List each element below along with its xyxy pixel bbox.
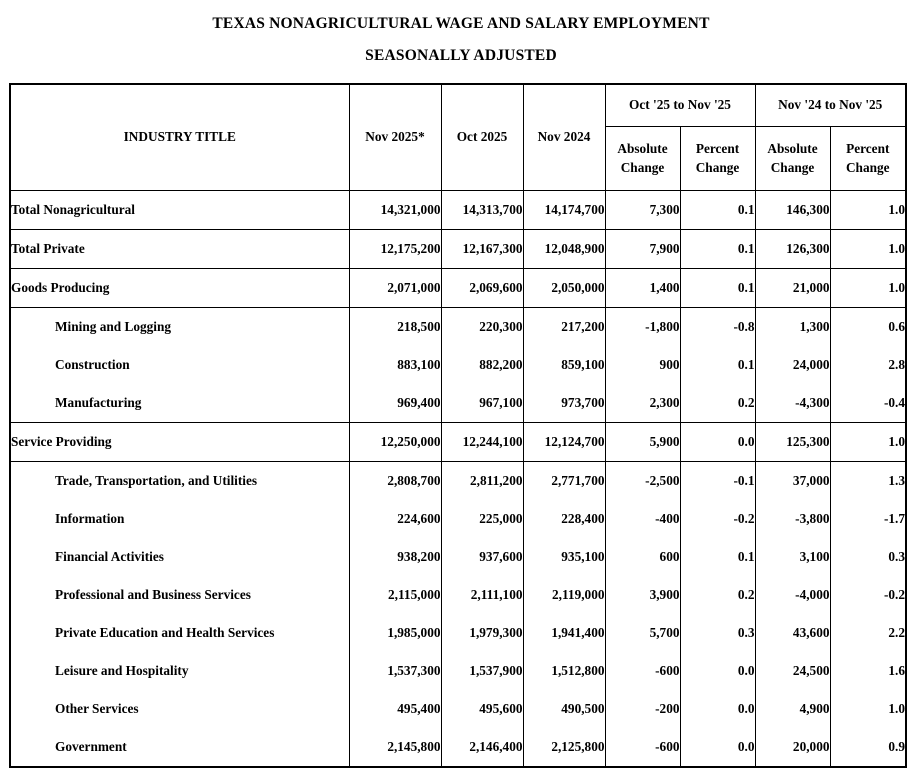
cell-yoy-absolute-change: 3,100	[755, 538, 830, 576]
table-header	[10, 84, 906, 191]
header-mom-absolute-change-line2: Change	[620, 160, 665, 176]
cell-mom-percent-change: 0.1	[680, 346, 755, 384]
header-nov-2024: Nov 2024	[523, 84, 605, 191]
cell-mom-percent-change: 0.3	[680, 614, 755, 652]
header-nov-2025: Nov 2025*	[349, 84, 441, 191]
cell-mom-absolute-change: 900	[605, 346, 680, 384]
row-label: Service Providing	[10, 422, 349, 461]
cell-mom-percent-change: 0.1	[680, 268, 755, 307]
table-row	[10, 307, 906, 346]
cell-nov-2024: 2,119,000	[523, 576, 605, 614]
header-mom-percent-change-line2: Change	[695, 160, 740, 176]
cell-nov-2024: 973,700	[523, 384, 605, 423]
table-row	[10, 538, 906, 576]
row-label: Private Education and Health Services	[10, 614, 349, 652]
row-label: Professional and Business Services	[10, 576, 349, 614]
document-titles	[0, 0, 922, 66]
cell-yoy-absolute-change: 146,300	[755, 190, 830, 229]
header-yoy-absolute-change-line2: Change	[770, 160, 815, 176]
cell-mom-absolute-change: 5,700	[605, 614, 680, 652]
header-yoy-percent-change-line2: Change	[845, 160, 890, 176]
cell-mom-percent-change: -0.8	[680, 307, 755, 346]
table-row	[10, 614, 906, 652]
cell-yoy-absolute-change: 43,600	[755, 614, 830, 652]
cell-nov-2025: 938,200	[349, 538, 441, 576]
row-label: Information	[10, 500, 349, 538]
cell-nov-2024: 14,174,700	[523, 190, 605, 229]
header-group-year-over-year: Nov '24 to Nov '25	[755, 84, 906, 127]
table-row	[10, 652, 906, 690]
cell-yoy-percent-change: 1.6	[830, 652, 906, 690]
row-label: Trade, Transportation, and Utilities	[10, 461, 349, 500]
cell-nov-2025: 2,145,800	[349, 728, 441, 767]
row-label: Leisure and Hospitality	[10, 652, 349, 690]
cell-nov-2025: 1,985,000	[349, 614, 441, 652]
cell-mom-percent-change: 0.0	[680, 652, 755, 690]
cell-yoy-absolute-change: -4,000	[755, 576, 830, 614]
cell-mom-absolute-change: 1,400	[605, 268, 680, 307]
cell-oct-2025: 2,811,200	[441, 461, 523, 500]
cell-mom-absolute-change: 600	[605, 538, 680, 576]
table-row	[10, 500, 906, 538]
cell-nov-2024: 490,500	[523, 690, 605, 728]
cell-yoy-percent-change: -0.2	[830, 576, 906, 614]
row-label: Financial Activities	[10, 538, 349, 576]
cell-nov-2024: 217,200	[523, 307, 605, 346]
cell-mom-absolute-change: 3,900	[605, 576, 680, 614]
cell-yoy-percent-change: -1.7	[830, 500, 906, 538]
cell-mom-percent-change: 0.0	[680, 422, 755, 461]
cell-oct-2025: 2,111,100	[441, 576, 523, 614]
cell-oct-2025: 12,167,300	[441, 229, 523, 268]
row-label: Goods Producing	[10, 268, 349, 307]
table-row	[10, 268, 906, 307]
cell-oct-2025: 882,200	[441, 346, 523, 384]
row-label: Total Nonagricultural	[10, 190, 349, 229]
header-mom-absolute-change-line1: Absolute	[617, 140, 668, 156]
cell-yoy-percent-change: 1.0	[830, 422, 906, 461]
table-row	[10, 461, 906, 500]
cell-nov-2025: 2,071,000	[349, 268, 441, 307]
cell-mom-percent-change: 0.2	[680, 384, 755, 423]
cell-oct-2025: 14,313,700	[441, 190, 523, 229]
cell-mom-absolute-change: -400	[605, 500, 680, 538]
cell-yoy-percent-change: 2.8	[830, 346, 906, 384]
row-label: Other Services	[10, 690, 349, 728]
cell-nov-2024: 2,771,700	[523, 461, 605, 500]
cell-yoy-absolute-change: 21,000	[755, 268, 830, 307]
cell-mom-percent-change: -0.1	[680, 461, 755, 500]
header-yoy-absolute-change	[755, 126, 830, 190]
cell-yoy-percent-change: 0.9	[830, 728, 906, 767]
cell-yoy-absolute-change: 4,900	[755, 690, 830, 728]
table-row	[10, 576, 906, 614]
cell-nov-2025: 12,250,000	[349, 422, 441, 461]
page-title: TEXAS NONAGRICULTURAL WAGE AND SALARY EMPLOYMENT	[212, 15, 710, 32]
cell-yoy-absolute-change: 125,300	[755, 422, 830, 461]
employment-table-container	[9, 83, 905, 768]
cell-mom-absolute-change: 7,900	[605, 229, 680, 268]
cell-yoy-percent-change: 2.2	[830, 614, 906, 652]
cell-oct-2025: 495,600	[441, 690, 523, 728]
row-label: Manufacturing	[10, 384, 349, 423]
table-row	[10, 422, 906, 461]
cell-nov-2024: 935,100	[523, 538, 605, 576]
cell-oct-2025: 1,979,300	[441, 614, 523, 652]
header-yoy-percent-change	[830, 126, 906, 190]
cell-nov-2025: 883,100	[349, 346, 441, 384]
row-label: Construction	[10, 346, 349, 384]
row-label: Mining and Logging	[10, 307, 349, 346]
employment-table	[9, 83, 907, 768]
cell-nov-2024: 859,100	[523, 346, 605, 384]
cell-mom-percent-change: 0.0	[680, 728, 755, 767]
cell-oct-2025: 2,069,600	[441, 268, 523, 307]
cell-nov-2025: 969,400	[349, 384, 441, 423]
cell-oct-2025: 225,000	[441, 500, 523, 538]
cell-nov-2025: 12,175,200	[349, 229, 441, 268]
table-row	[10, 229, 906, 268]
cell-mom-percent-change: 0.1	[680, 229, 755, 268]
cell-mom-absolute-change: 7,300	[605, 190, 680, 229]
cell-mom-absolute-change: -600	[605, 652, 680, 690]
cell-nov-2024: 12,124,700	[523, 422, 605, 461]
cell-oct-2025: 967,100	[441, 384, 523, 423]
header-mom-absolute-change	[605, 126, 680, 190]
cell-oct-2025: 937,600	[441, 538, 523, 576]
header-yoy-percent-change-line1: Percent	[846, 140, 890, 156]
table-row	[10, 690, 906, 728]
cell-yoy-percent-change: 1.0	[830, 229, 906, 268]
cell-yoy-percent-change: 1.0	[830, 690, 906, 728]
table-row	[10, 346, 906, 384]
cell-nov-2025: 2,808,700	[349, 461, 441, 500]
cell-nov-2025: 495,400	[349, 690, 441, 728]
table-row	[10, 190, 906, 229]
cell-nov-2025: 218,500	[349, 307, 441, 346]
cell-nov-2024: 12,048,900	[523, 229, 605, 268]
header-oct-2025: Oct 2025	[441, 84, 523, 191]
cell-oct-2025: 12,244,100	[441, 422, 523, 461]
cell-yoy-absolute-change: 20,000	[755, 728, 830, 767]
cell-oct-2025: 1,537,900	[441, 652, 523, 690]
header-group-month-over-month: Oct '25 to Nov '25	[605, 84, 755, 127]
cell-yoy-absolute-change: 1,300	[755, 307, 830, 346]
cell-mom-absolute-change: -200	[605, 690, 680, 728]
cell-nov-2024: 2,125,800	[523, 728, 605, 767]
cell-mom-absolute-change: -1,800	[605, 307, 680, 346]
cell-yoy-percent-change: 1.0	[830, 268, 906, 307]
table-body	[10, 190, 906, 767]
cell-mom-percent-change: 0.1	[680, 190, 755, 229]
cell-oct-2025: 220,300	[441, 307, 523, 346]
cell-yoy-percent-change: 1.3	[830, 461, 906, 500]
row-label: Government	[10, 728, 349, 767]
cell-yoy-absolute-change: 24,500	[755, 652, 830, 690]
cell-mom-percent-change: 0.2	[680, 576, 755, 614]
cell-yoy-absolute-change: 24,000	[755, 346, 830, 384]
cell-nov-2025: 2,115,000	[349, 576, 441, 614]
cell-mom-absolute-change: 2,300	[605, 384, 680, 423]
cell-yoy-absolute-change: 37,000	[755, 461, 830, 500]
cell-yoy-percent-change: 0.3	[830, 538, 906, 576]
cell-yoy-percent-change: 1.0	[830, 190, 906, 229]
table-row	[10, 384, 906, 423]
cell-mom-absolute-change: -600	[605, 728, 680, 767]
cell-mom-absolute-change: -2,500	[605, 461, 680, 500]
cell-mom-percent-change: 0.0	[680, 690, 755, 728]
header-mom-percent-change-line1: Percent	[695, 140, 740, 156]
cell-nov-2024: 228,400	[523, 500, 605, 538]
header-row-primary	[10, 84, 906, 127]
cell-yoy-percent-change: -0.4	[830, 384, 906, 423]
cell-nov-2025: 1,537,300	[349, 652, 441, 690]
cell-yoy-percent-change: 0.6	[830, 307, 906, 346]
cell-yoy-absolute-change: -3,800	[755, 500, 830, 538]
cell-yoy-absolute-change: -4,300	[755, 384, 830, 423]
cell-mom-absolute-change: 5,900	[605, 422, 680, 461]
cell-nov-2024: 2,050,000	[523, 268, 605, 307]
table-row	[10, 728, 906, 767]
header-industry-title: INDUSTRY TITLE	[10, 84, 349, 191]
header-mom-percent-change	[680, 126, 755, 190]
row-label: Total Private	[10, 229, 349, 268]
header-yoy-absolute-change-line1: Absolute	[767, 140, 818, 156]
cell-nov-2024: 1,512,800	[523, 652, 605, 690]
cell-nov-2024: 1,941,400	[523, 614, 605, 652]
cell-mom-percent-change: -0.2	[680, 500, 755, 538]
cell-nov-2025: 224,600	[349, 500, 441, 538]
cell-nov-2025: 14,321,000	[349, 190, 441, 229]
cell-mom-percent-change: 0.1	[680, 538, 755, 576]
cell-yoy-absolute-change: 126,300	[755, 229, 830, 268]
cell-oct-2025: 2,146,400	[441, 728, 523, 767]
page-subtitle: SEASONALLY ADJUSTED	[365, 47, 557, 65]
